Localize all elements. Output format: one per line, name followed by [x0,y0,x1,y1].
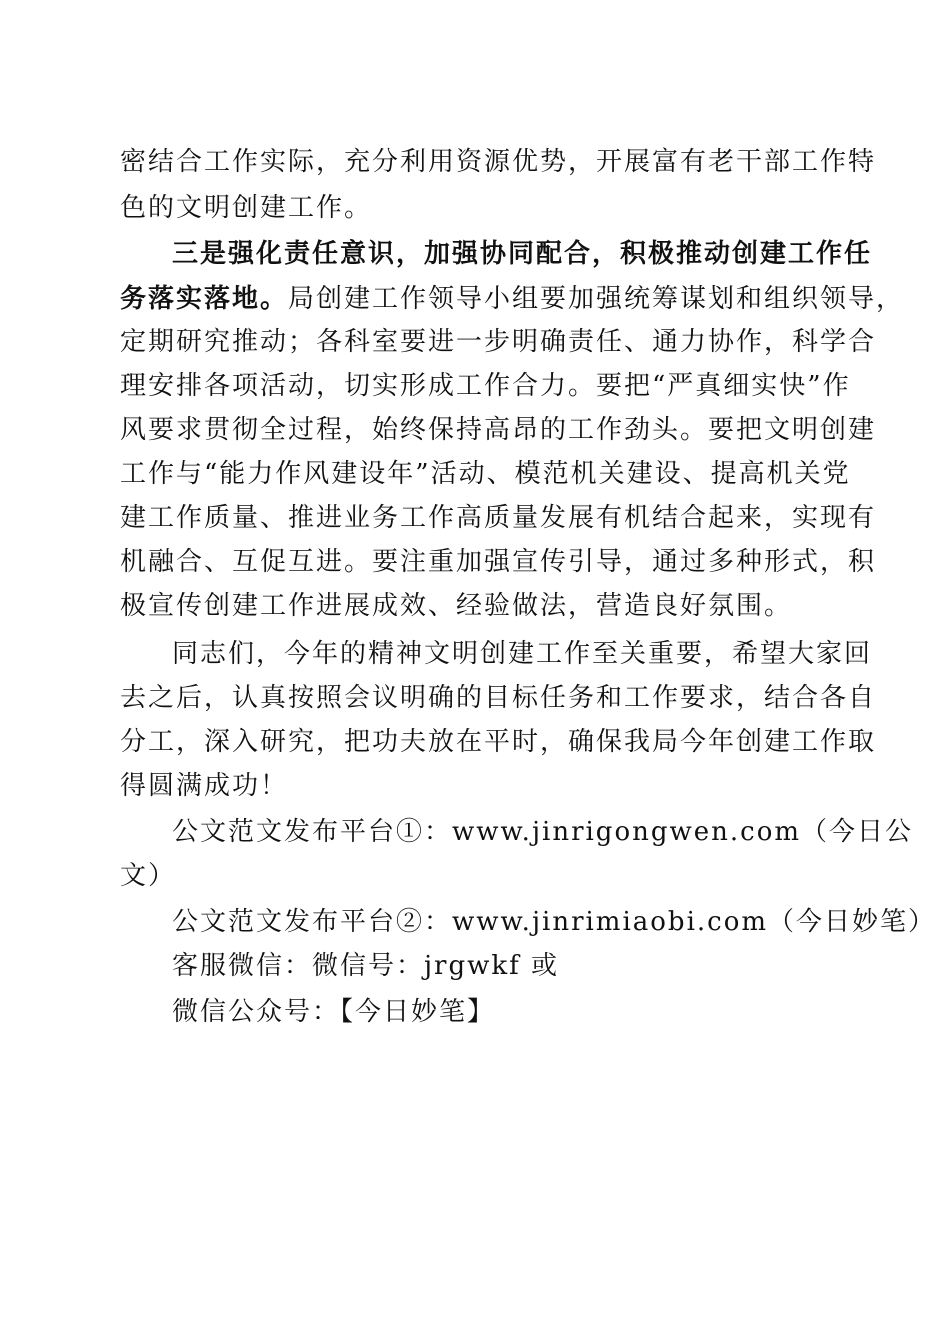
body-text-line: 风要求贯彻全过程，始终保持高昂的工作劲头。要把文明创建 [120,415,877,445]
body-text-line: 机融合、互促互进。要注重加强宣传引导，通过多种形式，积 [120,547,877,577]
body-text-line: 密结合工作实际，充分利用资源优势，开展富有老干部工作特 [120,147,877,177]
footer-platform-1-cont: 文） [120,861,177,891]
body-text-line: 理安排各项活动，切实形成工作合力。要把“严真细实快”作 [120,371,851,401]
footer-wechat-service: 客服微信：微信号：jrgwkf 或 [172,951,560,981]
body-text-line: 极宣传创建工作进展成效、经验做法，营造良好氛围。 [120,591,793,621]
body-text-fragment: 局创建工作领导小组要加强统筹谋划和组织领导， [288,284,905,314]
body-text-line: 定期研究推动；各科室要进一步明确责任、通力协作，科学合 [120,327,877,357]
body-text-line: 同志们，今年的精神文明创建工作至关重要，希望大家回 [172,639,873,669]
body-text-line: 色的文明创建工作。 [120,193,373,223]
body-text-line: 去之后，认真按照会议明确的目标任务和工作要求，结合各自 [120,683,877,713]
footer-platform-1: 公文范文发布平台①：www.jinrigongwen.com（今日公 [172,817,914,847]
body-text-line: 工作与“能力作风建设年”活动、模范机关建设、提高机关党 [120,459,851,489]
footer-wechat-official: 微信公众号：【今日妙笔】 [172,997,496,1027]
body-text-line: 建工作质量、推进业务工作高质量发展有机结合起来，实现有 [120,503,877,533]
body-text-line: 得圆满成功！ [120,771,289,801]
section-heading: 三是强化责任意识，加强协同配合，积极推动创建工作任 [172,239,873,269]
footer-platform-2: 公文范文发布平台②：www.jinrimiaobi.com（今日妙笔） [172,907,937,937]
body-text-line [120,279,904,319]
section-heading-end: 务落实落地。 [120,284,289,314]
body-text-line: 分工，深入研究，把功夫放在平时，确保我局今年创建工作取 [120,727,877,757]
